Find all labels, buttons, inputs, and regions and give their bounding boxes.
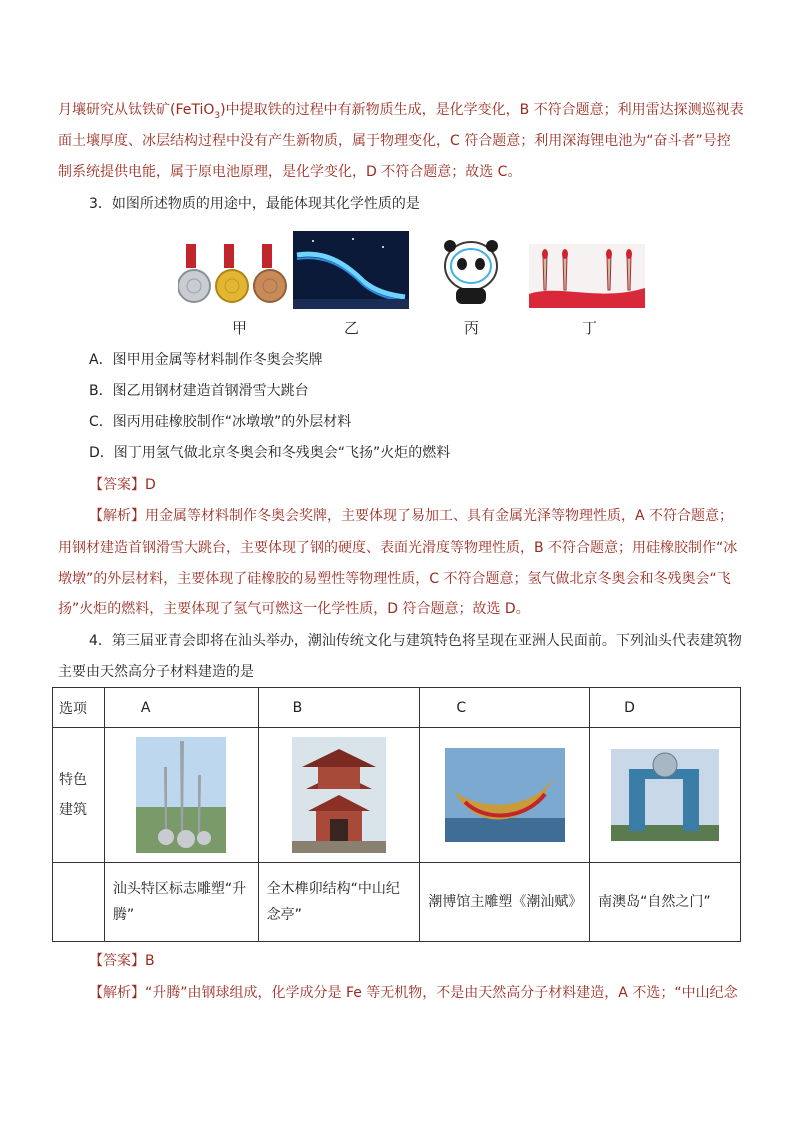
question-3-stem: 3．如图所述物质的用途中，最能体现其化学性质的是 [89, 196, 420, 212]
image-label-jia: 甲 [232, 319, 248, 337]
zhongshan-pavilion-image [292, 737, 386, 853]
image-label-ding: 丁 [582, 319, 598, 337]
ski-jump-image [293, 231, 409, 309]
image-label-bing: 丙 [464, 319, 480, 337]
question-4-answer: 【答案】B [89, 953, 155, 969]
question-3-analysis-line-3: 墩墩”的外层材料，主要体现了硅橡胶的易塑性等物理性质，C 不符合题意；氢气做北京冬奥会和冬残奥会“飞 [58, 571, 731, 587]
question-3-analysis-line-4: 扬”火炬的燃料，主要体现了氢气可燃这一化学性质，D 符合题意；故选 D。 [58, 601, 530, 617]
chaoshan-fu-sculpture-image [445, 748, 565, 842]
table-option-b: B [258, 688, 420, 728]
caption-c [420, 863, 590, 942]
caption-d-text: 南澳岛“自然之门” [598, 894, 711, 910]
option-a: A．图甲用金属等材料制作冬奥会奖牌 [89, 352, 323, 368]
option-b: B．图乙用钢材建造首钢滑雪大跳台 [89, 383, 309, 399]
question-3-analysis-line-1: 【解析】用金属等材料制作冬奥会奖牌，主要体现了易加工、具有金属光泽等物理性质，A 不符合题意； [89, 508, 734, 524]
caption-d [590, 863, 741, 942]
caption-a-text: 汕头特区标志雕塑“升腾” [112, 881, 247, 923]
caption-b [258, 863, 420, 942]
question-4-analysis-line-1: 【解析】“升腾”由钢球组成，化学成分是 Fe 等无机物，不是由天然高分子材料建造，A 不选；“中山纪念 [89, 985, 738, 1001]
question-4-stem-line-1: 4．第三届亚青会即将在汕头举办，潮汕传统文化与建筑特色将呈现在亚洲人民面前。下列汕头代表建筑物 [89, 633, 742, 649]
table-row-label [53, 728, 105, 863]
table-option-c: C [420, 688, 590, 728]
cell-image-b [258, 728, 420, 863]
cell-image-c [420, 728, 590, 863]
cell-image-a [104, 728, 258, 863]
option-d: D．图丁用氢气做北京冬奥会和冬残奥会“飞扬”火炬的燃料 [89, 445, 451, 461]
table-header-label: 选项 [53, 688, 105, 728]
analysis-prev-line-2: 面土壤厚度、冰层结构过程中没有产生新物质，属于物理变化，C 符合题意；利用深海锂电池为“奋斗者”号控 [58, 133, 731, 149]
question-3-analysis-line-2: 用钢材建造首钢滑雪大跳台，主要体现了钢的硬度、表面光滑度等物理性质，B 不符合题意；用硅橡胶制作“冰 [58, 540, 738, 556]
shengteng-sculpture-image [136, 737, 226, 853]
image-label-yi: 乙 [344, 319, 360, 337]
analysis-prev-line-1: 月壤研究从钛铁矿(FeTiO$_3$)中提取铁的过程中有新物质生成，是化学变化，B 不符合题意；利用雷达探测巡视表 [58, 102, 744, 121]
row-label-line-1: 特色 [59, 772, 87, 788]
caption-b-text: 全木榫卯结构“中山纪念亭” [266, 881, 400, 923]
cell-image-d [590, 728, 741, 863]
option-c: C．图丙用硅橡胶制作“冰墩墩”的外层材料 [89, 414, 352, 430]
medals-image [178, 244, 290, 306]
row-label-line-2: 建筑 [59, 802, 87, 818]
question-4-stem-line-2: 主要由天然高分子材料建造的是 [58, 664, 254, 680]
gate-of-nature-image [611, 749, 719, 841]
caption-a [104, 863, 258, 942]
caption-row-empty [53, 863, 105, 942]
torches-image [529, 244, 645, 308]
options-table [52, 687, 741, 942]
bing-dwen-dwen-image [438, 236, 504, 306]
question-3-answer: 【答案】D [89, 477, 156, 493]
analysis-prev-line-3: 制系统提供电能，属于原电池原理，是化学变化，D 不符合题意；故选 C。 [58, 164, 522, 180]
table-option-d: D [590, 688, 741, 728]
table-option-a: A [104, 688, 258, 728]
caption-c-text: 潮博馆主雕塑《潮汕赋》 [428, 894, 583, 910]
